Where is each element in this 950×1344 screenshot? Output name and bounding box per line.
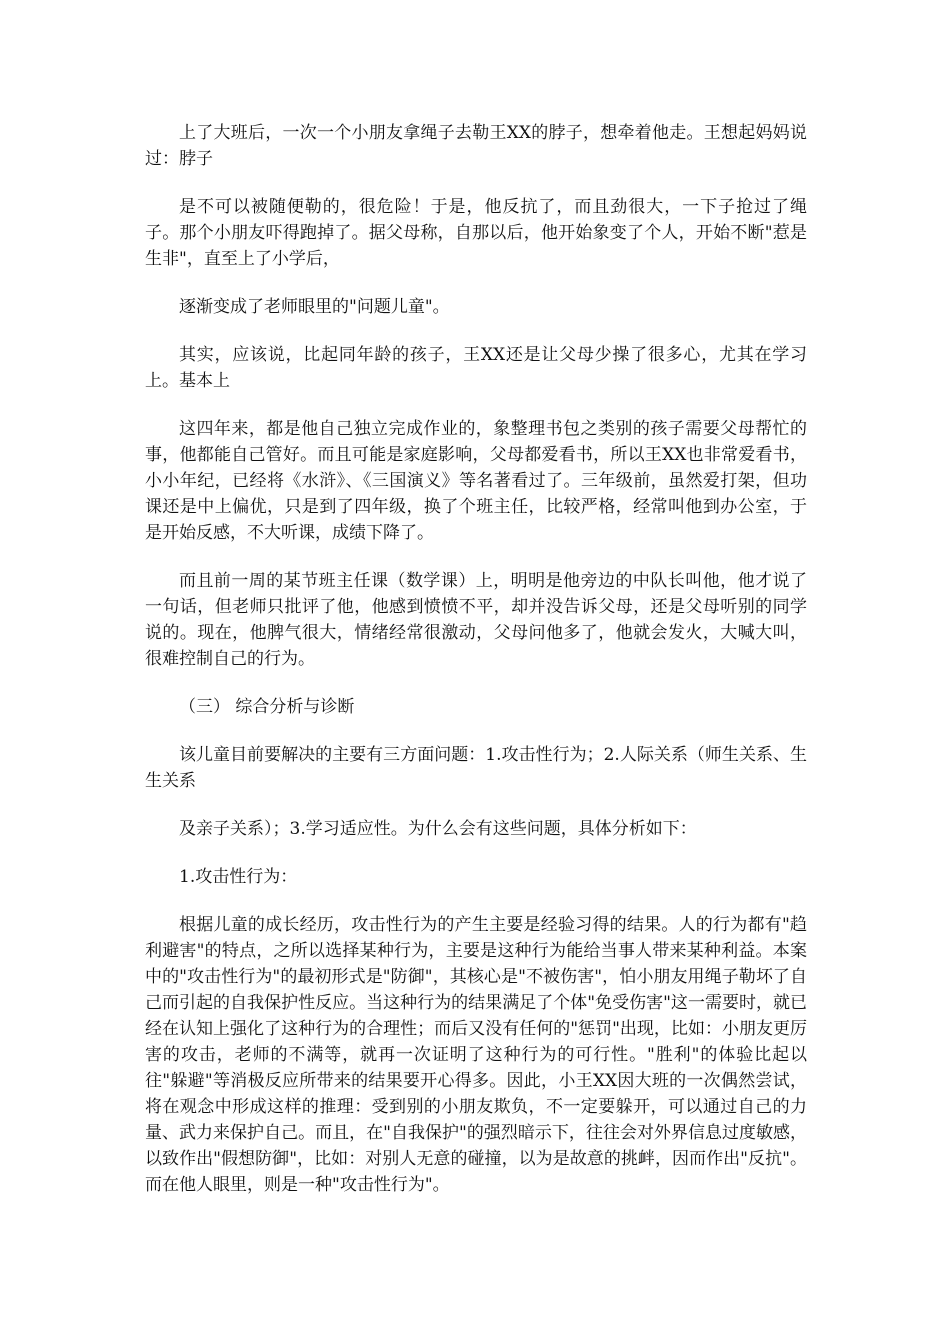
paragraph: 这四年来，都是他自己独立完成作业的，象整理书包之类别的孩子需要父母帮忙的事，他都能自己管好。而且可能是家庭影响，父母都爱看书，所以王XX也非常爱看书，小小年纪，已经将《水浒》、《三国演义》等名著看过了。三年级前，虽然爱打架，但功课还是中上偏优，只是到了四年级，换了个班主任，比较严格，经常叫他到办公室，于是开始反感，不大听课，成绩下降了。 xyxy=(145,419,807,543)
paragraph: 根据儿童的成长经历，攻击性行为的产生主要是经验习得的结果。人的行为都有"趋利避害"的特点，之所以选择某种行为，主要是这种行为能给当事人带来某种利益。本案中的"攻击性行为"的最初形式是"防御"，其核心是"不被伤害"，怕小朋友用绳子勒坏了自己而引起的自我保护性反应。当这种行为的结果满足了个体"免受伤害"这一需要时，就已经在认知上强化了这种行为的合理性；而后又没有任何的"惩罚"出现，比如：小朋友更厉害的攻击，老师的不满等，就再一次证明了这种行为的可行性。"胜利"的体验比起以往"躲避"等消极反应所带来的结果要开心得多。因此，小王XX因大班的一次偶然尝试，将在观念中形成这样的推理：受到别的小朋友欺负，不一定要躲开，可以通过自己的力量、武力来保护自己。而且，在"自我保护"的强烈暗示下，往往会对外界信息过度敏感，以致作出"假想防御"，比如：对别人无意的碰撞，以为是故意的挑衅，因而作出"反抗"。而在他人眼里，则是一种"攻击性行为"。 xyxy=(145,915,807,1195)
document-page xyxy=(145,120,807,1220)
paragraph: 而且前一周的某节班主任课（数学课）上，明明是他旁边的中队长叫他，他才说了一句话，但老师只批评了他，他感到愤愤不平，却并没告诉父母，还是父母听别的同学说的。现在，他脾气很大，情绪经常很激动，父母问他多了，他就会发火，大喊大叫，很难控制自己的行为。 xyxy=(145,571,807,669)
paragraph: 是不可以被随便勒的，很危险！于是，他反抗了，而且劲很大，一下子抢过了绳子。那个小朋友吓得跑掉了。据父母称，自那以后，他开始象变了个人，开始不断"惹是生非"，直至上了小学后， xyxy=(145,197,807,269)
paragraph: 其实，应该说，比起同年龄的孩子，王XX还是让父母少操了很多心，尤其在学习上。基本上 xyxy=(145,345,807,391)
paragraph: 及亲子关系）；3.学习适应性。为什么会有这些问题，具体分析如下： xyxy=(179,819,697,839)
paragraph: 该儿童目前要解决的主要有三方面问题：1.攻击性行为；2.人际关系（师生关系、生生关系 xyxy=(145,745,807,791)
paragraph: 逐渐变成了老师眼里的"问题儿童"。 xyxy=(179,297,450,317)
section-heading: （三） 综合分析与诊断 xyxy=(179,697,355,717)
paragraph: 上了大班后，一次一个小朋友拿绳子去勒王XX的脖子，想牵着他走。王想起妈妈说过：脖子 xyxy=(145,123,807,169)
subsection-heading: 1.攻击性行为： xyxy=(179,867,298,887)
